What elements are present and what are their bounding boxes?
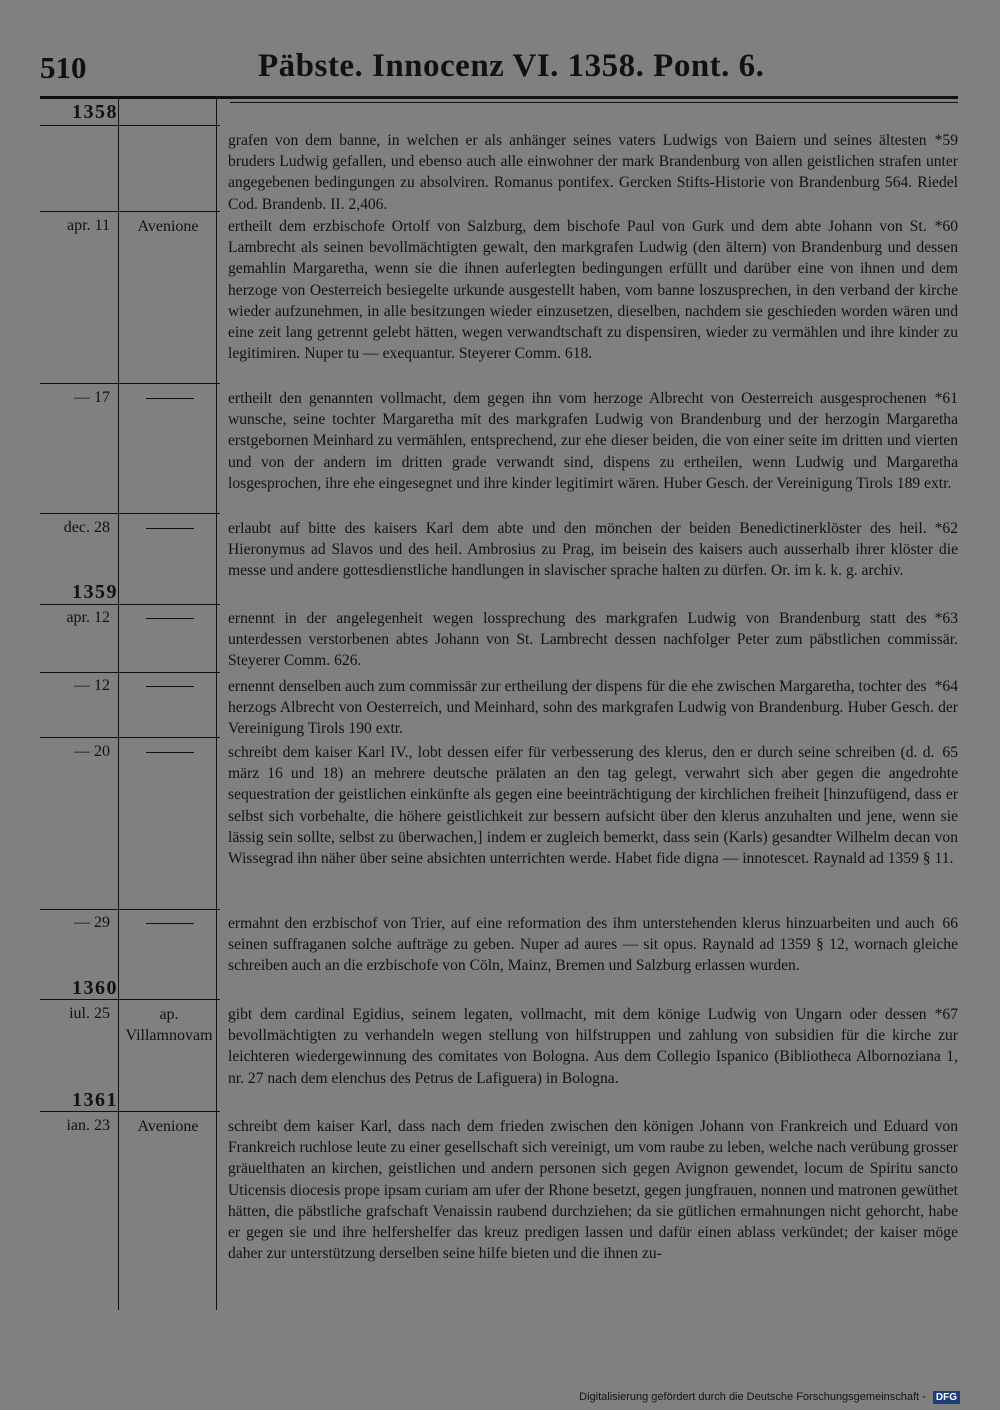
entry-text: gibt dem cardinal Egidius, seinem legaten, vollmacht, mit dem könige Ludwig von Ungarn oder dessen bevollmächtigten zu verhandeln wegen stellung von hilfstruppen und zahlung von subsidien für die kirche zur leichteren wiedergewinnung des comitates von Bologna. Aus dem Collegio Ispanico (Bibliotheca Albornoziana 1, nr. 27 nach dem elenchus des Petrus de Lafiguera) in Bologna.	[228, 1006, 958, 1087]
row-separator	[40, 211, 220, 212]
row-separator	[40, 672, 220, 673]
ditto-dash	[146, 923, 194, 924]
page-header	[0, 48, 1000, 92]
regest-entry	[228, 608, 958, 672]
digitization-credit	[579, 1391, 960, 1404]
entry-text: ernennt in der angelegenheit wegen lossprechung des markgrafen Ludwig von Brandenburg statt des unterdessen verstorbenen abtes Johann von St. Lambrecht dessen nachfolger Peter zum päbstlichen commissär. Steyerer Comm. 626.	[228, 610, 958, 670]
regest-entry	[228, 388, 958, 494]
row-separator	[40, 1111, 220, 1112]
entry-date: — 17	[74, 389, 110, 406]
entry-number: 66	[942, 915, 958, 932]
entry-date: — 20	[74, 743, 110, 760]
entry-number: *59	[934, 132, 958, 149]
ditto-dash	[146, 686, 194, 687]
running-title: Päbste. Innocenz VI. 1358. Pont. 6.	[258, 48, 765, 84]
page-number: 510	[40, 50, 87, 85]
column-divider-date	[118, 96, 119, 1310]
row-separator	[40, 999, 220, 1000]
entry-number: *60	[934, 218, 958, 235]
regest-entry	[228, 742, 958, 869]
column-divider-place	[216, 96, 217, 1310]
regest-entry	[228, 216, 958, 364]
entry-date: iul. 25	[69, 1005, 110, 1022]
header-rule	[40, 96, 958, 99]
entry-number: *64	[934, 678, 958, 695]
regest-entry	[228, 130, 958, 215]
entry-text: erlaubt auf bitte des kaisers Karl dem abte und den mönchen der beiden Benedictinerklöster des heil. Hieronymus ad Slavos und des heil. Ambrosius zu Prag, im beisein des kaisers auch ausserhalb ihrer klöster die messe und andere gottesdienstliche handlungen in slavischer sprache halten zu dürfen. Or. im k. k. g. archiv.	[228, 520, 958, 580]
year-label: 1359	[72, 581, 118, 603]
row-separator	[40, 909, 220, 910]
ditto-dash	[146, 618, 194, 619]
regest-entry	[228, 1116, 958, 1264]
entry-date: apr. 11	[67, 217, 110, 234]
regest-entry	[228, 1004, 958, 1089]
entry-text: ertheilt dem erzbischofe Ortolf von Salzburg, dem bischofe Paul von Gurk und dem abte Johann von St. Lambrecht als seinen bevollmächtigten gewalt, den markgrafen Ludwig (den ältern) von Brandenburg und dessen gemahlin Margaretha, wenn sie die ihnen auferlegten bedingungen erfüllt und darüber eine von ihnen und dem herzoge von Oesterreich besiegelte urkunde ausgestellt haben, vom banne loszusprechen, in den verband der kirche wieder aufzunehmen, in alle besitzungen wieder einzusetzen, dieselben, nachdem sie geschieden worden wären und eine zeit lang getrennt gelebt hätten, wegen verwandtschaft zu dispensiren, wieder zu vermählen und ihre kinder zu legitimiren. Nuper tu — exequantur. Steyerer Comm. 618.	[228, 218, 958, 363]
regest-entry	[228, 676, 958, 740]
entry-number: *62	[934, 520, 958, 537]
entry-place: Avenione	[137, 218, 199, 235]
year-label: 1360	[72, 977, 118, 999]
ditto-dash	[146, 528, 194, 529]
row-separator	[40, 383, 220, 384]
year-label: 1361	[72, 1089, 118, 1111]
entry-number: *67	[934, 1006, 958, 1023]
entry-place: Avenione	[137, 1118, 199, 1135]
entry-number: *61	[934, 390, 958, 407]
header-rule-thin	[230, 102, 958, 103]
ditto-dash	[146, 398, 194, 399]
row-separator	[40, 125, 220, 126]
entry-date: — 29	[74, 914, 110, 931]
dfg-logo: DFG	[933, 1391, 960, 1404]
ditto-dash	[146, 752, 194, 753]
row-separator	[40, 513, 220, 514]
entry-text: ertheilt den genannten vollmacht, dem gegen ihn vom herzoge Albrecht von Oesterreich ausgesprochenen wunsche, seine tochter Margaretha mit des markgrafen Ludwig von Brandenburg und der herzogin Margaretha erstgebornen Meinhard zu vermählen, entsprechend, zur ehe dieser beiden, die von einer seite im dritten und vierten und von der andern im dritten grade verwandt sind, dispens zu ertheilen, wenn Ludwig und Margaretha losgesprochen, ihre ehe eingesegnet und ihre kinder legitimirt wären. Huber Gesch. der Vereinigung Tirols 189 extr.	[228, 390, 958, 492]
footer-text: Digitalisierung gefördert durch die Deutsche Forschungsgemeinschaft -	[579, 1391, 926, 1403]
entry-place: ap. Villamnovam	[125, 1006, 213, 1044]
entry-text: grafen von dem banne, in welchen er als anhänger seines vaters Ludwigs von Baiern und seines ältesten bruders Ludwig gefallen, und ebenso auch alle einwohner der mark Brandenburg von allen geistlichen strafen unter angegebenen bedingungen zu absolviren. Romanus pontifex. Gercken Stifts-Historie von Brandenburg 564. Riedel Cod. Brandenb. II. 2,406.	[228, 132, 958, 213]
entry-text: schreibt dem kaiser Karl, dass nach dem frieden zwischen den königen Johann von Frankreich und Eduard von Frankreich ruchlose leute zu einer gesellschaft sich vereinigt, um vom raube zu leben, welche nach verübung grosser gräuelthaten an kirchen, geistlichen und andern personen sich gegen Avignon gewendet, locum de Spiritu sancto Uticensis diocesis prope ipsam curiam am ufer der Rhone besetzt, gegen jungfrauen, nonnen und matronen gewüthet hätten, die päbstliche grafschaft Venaissin raubend durchziehen; da sie gütlichen ermahnungen nicht gehorcht, habe er gegen sie und ihre helfershelfer das kreuz predigen lassen und dafür einen ablass verkündet; der kaiser möge daher zur unterstützung derselben seine hilfe bieten und die ihnen zu-	[228, 1118, 958, 1263]
entry-text: ermahnt den erzbischof von Trier, auf eine reformation des ihm unterstehenden klerus hinzuarbeiten und auch seinen suffraganen solche aufträge zu geben. Nuper ad aures — sit opus. Raynald ad 1359 § 12, wornach gleiche schreiben auch an die erzbischofe von Cöln, Mainz, Bremen und Salzburg erlassen wurden.	[228, 915, 958, 975]
year-label: 1358	[72, 101, 118, 123]
regest-entry	[228, 518, 958, 582]
entry-text: ernennt denselben auch zum commissär zur ertheilung der dispens für die ehe zwischen Margaretha, tochter des herzogs Albrecht von Oesterreich, und Meinhard, sohn des markgrafen Ludwig von Brandenburg. Huber Gesch. der Vereinigung Tirols 190 extr.	[228, 678, 958, 738]
row-separator	[40, 604, 220, 605]
entry-date: apr. 12	[66, 609, 110, 626]
entry-date: ian. 23	[66, 1117, 110, 1134]
entry-number: 65	[942, 744, 958, 761]
entry-number: *63	[934, 610, 958, 627]
regest-entry	[228, 913, 958, 977]
entry-date: dec. 28	[63, 519, 110, 536]
entry-text: schreibt dem kaiser Karl IV., lobt dessen eifer für verbesserung des klerus, den er durch seine schreiben (d. d. märz 16 und 18) an mehrere deutsche prälaten an den tag gelegt, verwahrt sich aber gegen die angedrohte sequestration der geistlichen einkünfte als gegen eine beeinträchtigung der kirchlichen freiheit [hinzufügend, dass er selbst sich vorbehalte, die höhere geistlichkeit zur bessern aufsicht über den klerus anzuhalten und jene, wenn sie lässig sein sollte, selbst zu überwachen,] indem er zugleich bemerkt, dass sein (Karls) gesandter Wilhelm decan von Wissegrad ihn näher über seine absichten unterrichten werde. Habet fide digna — innotescet. Raynald ad 1359 § 11.	[228, 744, 958, 868]
row-separator	[40, 737, 220, 738]
entry-date: — 12	[74, 677, 110, 694]
